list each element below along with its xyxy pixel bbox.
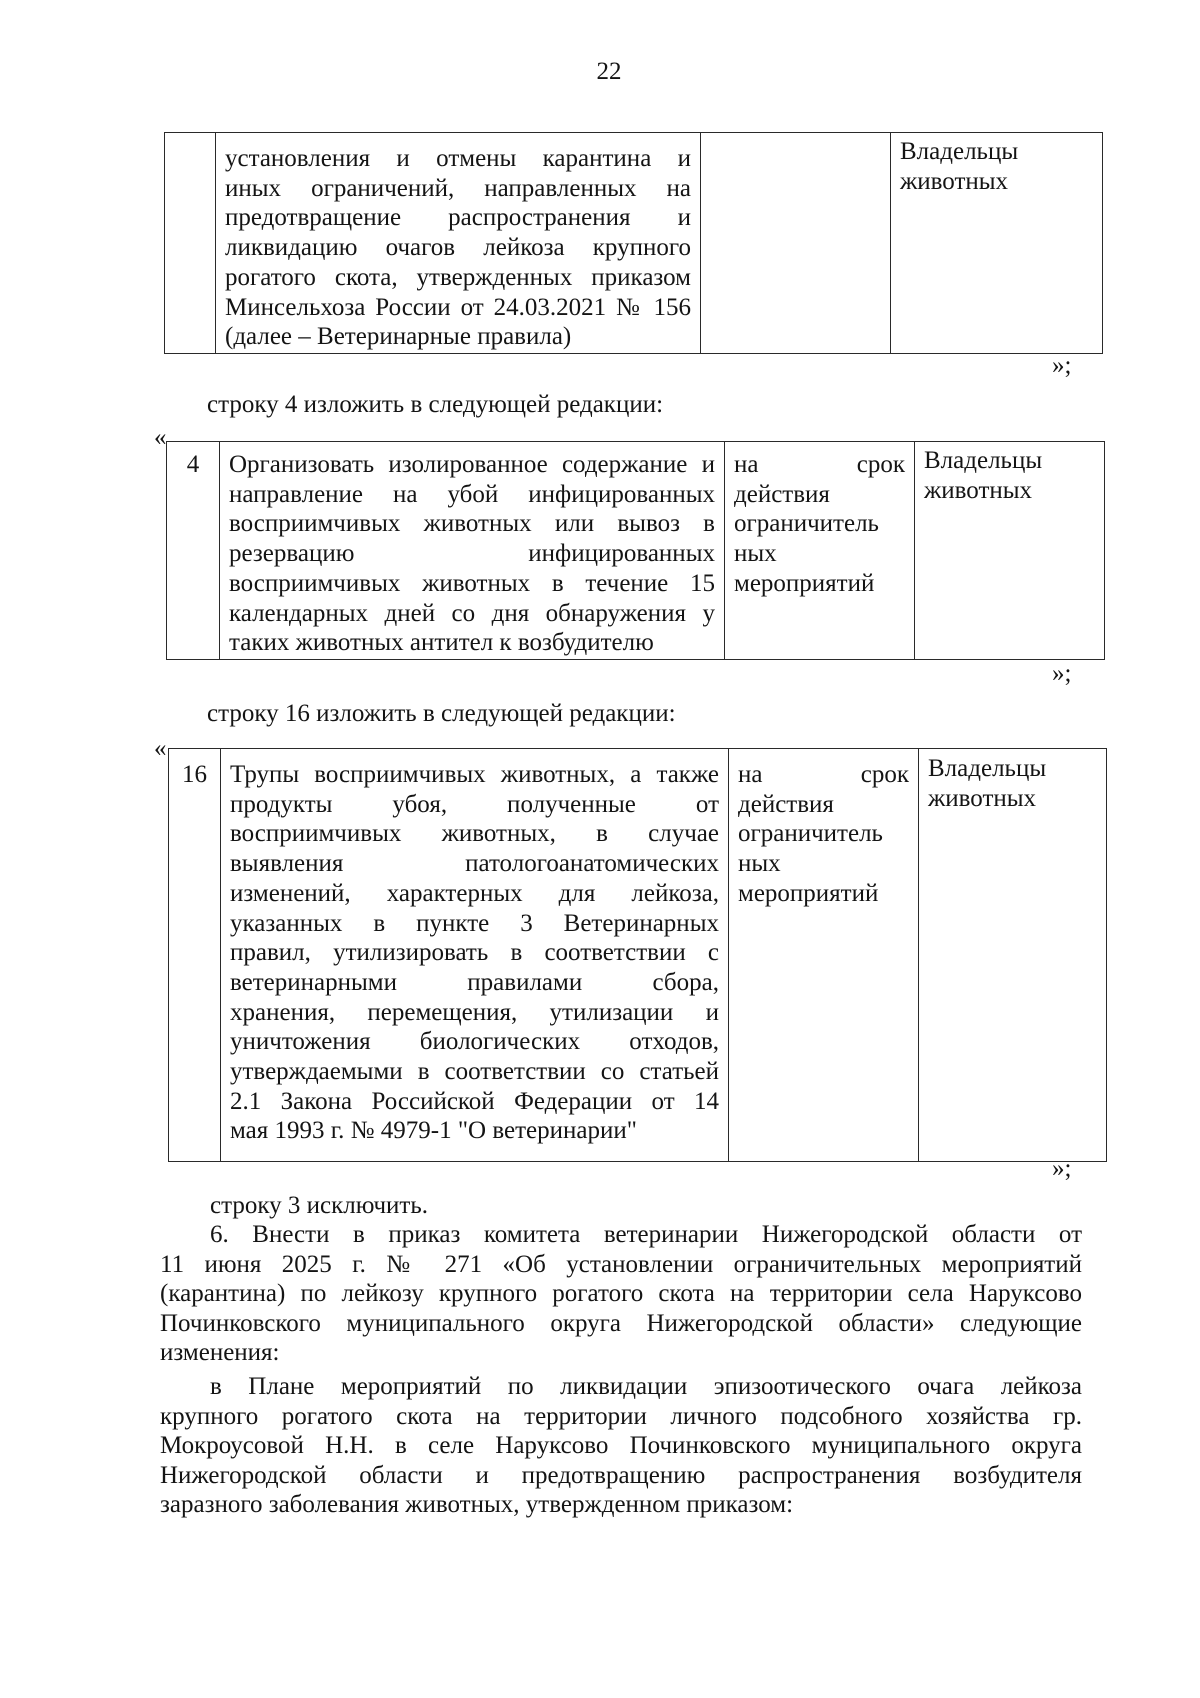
measure-line: правил, утилизировать в соответствии с bbox=[230, 939, 719, 967]
term-line: ных bbox=[738, 850, 781, 878]
responsible-line: животных bbox=[928, 784, 1037, 812]
measure-line: иных ограничений, направленных на bbox=[225, 174, 691, 202]
measure-line: резервацию инфицированных bbox=[229, 540, 715, 568]
measure-line: ветеринарными правилами сбора, bbox=[230, 968, 719, 996]
measure-line: хранения, перемещения, утилизации и bbox=[230, 998, 719, 1026]
paragraph-line: Починковского муниципального округа Нижегородской области» следующие bbox=[160, 1309, 1082, 1337]
term-line: мероприятий bbox=[738, 879, 879, 907]
row-number-cell: 16 bbox=[169, 749, 221, 1162]
paragraph-line: изменения: bbox=[160, 1339, 280, 1366]
measure-line: Трупы восприимчивых животных, а также bbox=[230, 761, 719, 788]
measure-line: Минсельхоза России от 24.03.2021 № 156 bbox=[225, 293, 691, 321]
measure-line: направление на убой инфицированных bbox=[229, 480, 715, 508]
paragraph-line: Мокроусовой Н.Н. в селе Наруксово Починковского муниципального округа bbox=[160, 1432, 1082, 1459]
table-row bbox=[169, 749, 1107, 1162]
measure-line: мая 1993 г. № 4979-1 "О ветеринарии" bbox=[230, 1117, 637, 1145]
instruction-row-4: строку 4 изложить в следующей редакции: bbox=[207, 391, 664, 418]
row-number-cell bbox=[165, 133, 216, 354]
term-line: ограничитель bbox=[734, 510, 879, 538]
paragraph-line: Нижегородской области и предотвращению распространения возбудителя bbox=[160, 1461, 1082, 1489]
measure-line: 2.1 Закона Российской Федерации от 14 bbox=[230, 1087, 719, 1115]
term-line: ограничитель bbox=[738, 820, 883, 848]
term-line: мероприятий bbox=[734, 569, 875, 597]
responsible-line: Владельцы bbox=[924, 447, 1043, 474]
term-line: действия bbox=[738, 790, 834, 818]
term-line: ных bbox=[734, 540, 777, 568]
row-number-cell: 4 bbox=[167, 442, 220, 660]
closing-quote: »; bbox=[1052, 352, 1072, 379]
paragraph-line: 6. Внести в приказ комитета ветеринарии Нижегородской области от bbox=[210, 1221, 1082, 1248]
table-row bbox=[165, 133, 1103, 354]
responsible-cell bbox=[891, 133, 1103, 354]
table-continuation bbox=[164, 132, 1103, 354]
closing-quote: »; bbox=[1052, 660, 1072, 687]
responsible-line: животных bbox=[900, 167, 1009, 195]
responsible-cell bbox=[915, 442, 1105, 660]
paragraph-line: 11 июня 2025 г. № 271 «Об установлении ограничительных мероприятий bbox=[160, 1250, 1082, 1278]
page-number: 22 bbox=[596, 58, 622, 85]
measure-line: уничтожения биологических отходов, bbox=[230, 1028, 719, 1056]
table-row-4 bbox=[166, 441, 1105, 660]
plan-paragraph bbox=[160, 1372, 1082, 1520]
measure-line: продукты убоя, полученные от bbox=[230, 790, 719, 818]
measure-cell bbox=[221, 749, 729, 1162]
measure-line: установления и отмены карантина и bbox=[225, 145, 691, 172]
table-row bbox=[167, 442, 1105, 660]
responsible-line: Владельцы bbox=[900, 138, 1019, 165]
measure-line: ликвидацию очагов лейкоза крупного bbox=[225, 234, 691, 262]
instruction-row-3: строку 3 исключить. bbox=[210, 1192, 428, 1219]
term-cell bbox=[701, 133, 891, 354]
term-cell bbox=[729, 749, 919, 1162]
measure-line: рогатого скота, утвержденных приказом bbox=[225, 263, 691, 291]
opening-quote: « bbox=[154, 735, 167, 762]
measure-line: (далее – Ветеринарные правила) bbox=[225, 323, 572, 351]
measure-line: Организовать изолированное содержание и bbox=[229, 451, 715, 478]
paragraph-line: крупного рогатого скота на территории личного подсобного хозяйства гр. bbox=[160, 1402, 1082, 1430]
term-line: действия bbox=[734, 480, 830, 508]
measure-line: предотвращение распространения и bbox=[225, 204, 691, 232]
responsible-cell bbox=[919, 749, 1107, 1162]
responsible-line: Владельцы bbox=[928, 755, 1047, 782]
term-cell bbox=[725, 442, 915, 660]
item-6-paragraph bbox=[160, 1220, 1082, 1368]
measure-line: утверждаемыми в соответствии со статьей bbox=[230, 1058, 719, 1086]
measure-cell bbox=[220, 442, 725, 660]
paragraph-line: (карантина) по лейкозу крупного рогатого скота на территории села Наруксово bbox=[160, 1280, 1082, 1307]
paragraph-line: в Плане мероприятий по ликвидации эпизоотического очага лейкоза bbox=[210, 1373, 1082, 1400]
instruction-row-16: строку 16 изложить в следующей редакции: bbox=[207, 700, 676, 727]
measure-line: восприимчивых животных в течение 15 bbox=[229, 569, 715, 597]
table-row-16 bbox=[168, 748, 1107, 1162]
measure-line: изменений, характерных для лейкоза, bbox=[230, 879, 719, 907]
measure-line: восприимчивых животных или вывоз в bbox=[229, 510, 715, 538]
measure-line: указанных в пункте 3 Ветеринарных bbox=[230, 909, 719, 937]
opening-quote: « bbox=[154, 424, 167, 451]
term-line: на срок bbox=[738, 761, 909, 788]
term-line: на срок bbox=[734, 451, 905, 478]
responsible-line: животных bbox=[924, 476, 1033, 504]
measure-line: выявления патологоанатомических bbox=[230, 850, 719, 878]
measure-line: таких животных антител к возбудителю bbox=[229, 629, 654, 657]
closing-quote: »; bbox=[1052, 1155, 1072, 1182]
measure-cell bbox=[216, 133, 701, 354]
measure-line: календарных дней со дня обнаружения у bbox=[229, 599, 715, 627]
measure-line: восприимчивых животных, в случае bbox=[230, 820, 719, 848]
paragraph-line: заразного заболевания животных, утвержденном приказом: bbox=[160, 1491, 794, 1518]
